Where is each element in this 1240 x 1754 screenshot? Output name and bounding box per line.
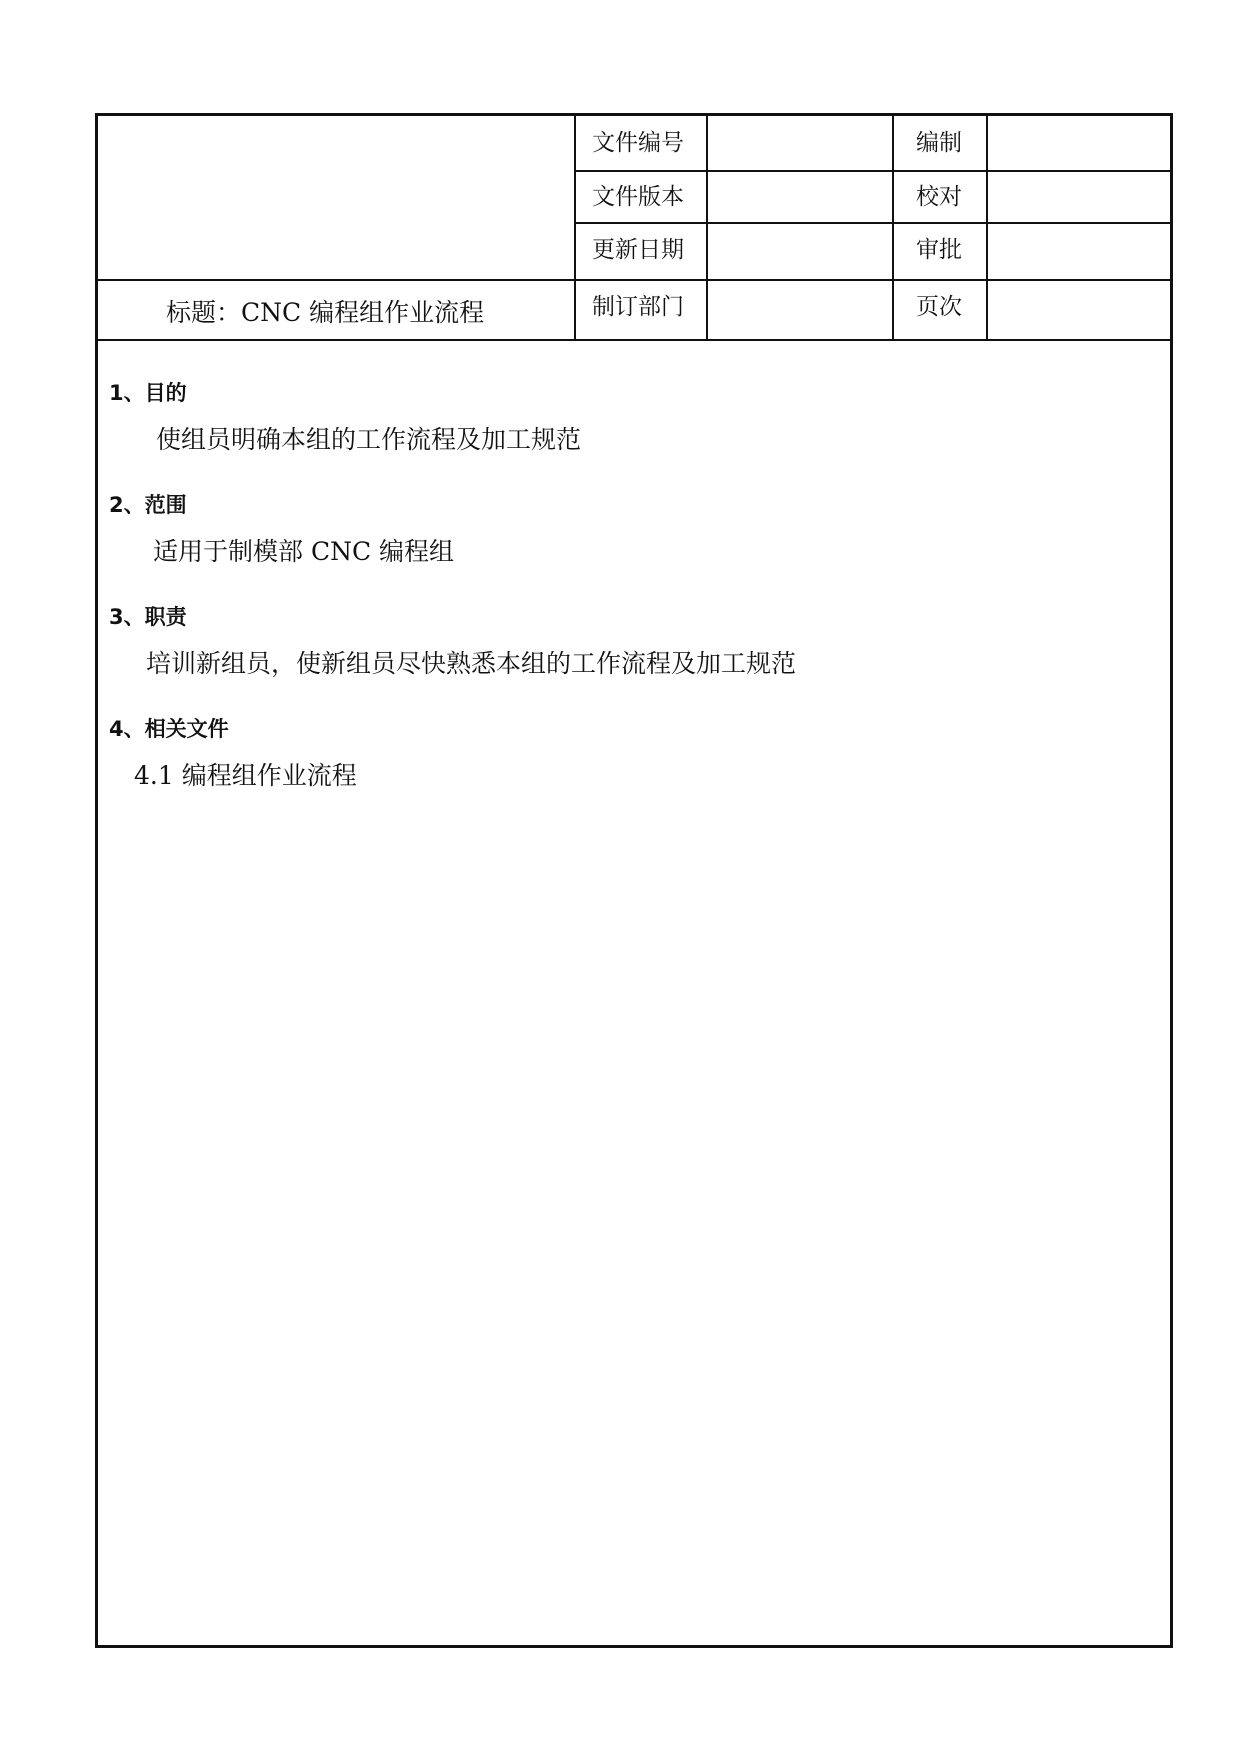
section-body-purpose: 使组员明确本组的工作流程及加工规范 [156,425,582,454]
section-body-responsibility: 培训新组员，使新组员尽快熟悉本组的工作流程及加工规范 [146,649,797,678]
approval-label-checked: 校对 [916,184,962,210]
field-label-doc-version: 文件版本 [592,184,684,210]
document-frame [95,113,1173,1648]
approval-label-approved: 审批 [916,237,962,263]
document-title: 标题：CNC 编程组作业流程 [166,298,485,327]
approval-label-page: 页次 [916,294,962,320]
field-label-doc-number: 文件编号 [592,130,684,156]
document-header-table [98,116,1170,341]
section-heading-purpose: 1、目的 [109,381,187,405]
section-heading-responsibility: 3、职责 [109,605,187,629]
field-label-department: 制订部门 [592,294,684,320]
section-body-related-docs: 4.1 编程组作业流程 [134,761,357,790]
section-heading-related-docs: 4、相关文件 [109,717,229,741]
approval-label-prepared: 编制 [916,130,962,156]
section-body-scope: 适用于制模部 CNC 编程组 [153,537,455,566]
field-label-update-date: 更新日期 [592,237,684,263]
section-heading-scope: 2、范围 [109,493,187,517]
